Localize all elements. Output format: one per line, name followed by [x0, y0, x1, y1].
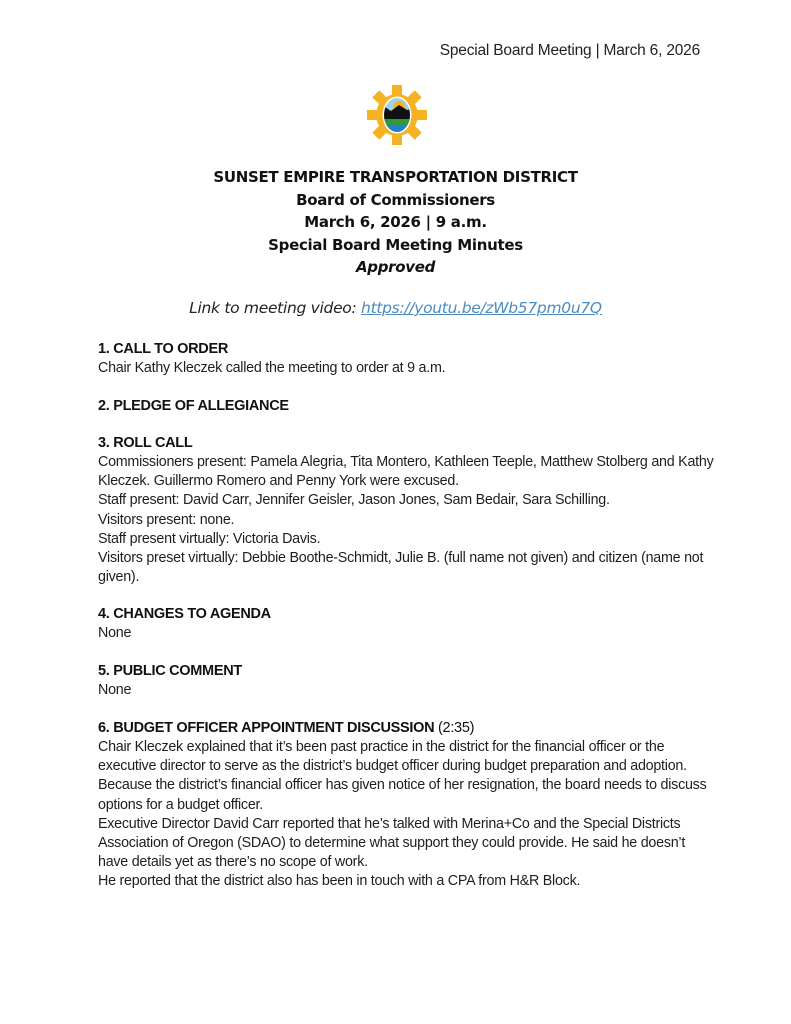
section-heading — [98, 718, 718, 738]
board-name: Board of Commissioners — [296, 190, 495, 209]
section-pledge-of-allegiance — [98, 396, 718, 416]
approval-status: Approved — [355, 258, 436, 276]
video-timestamp: (2:35) — [438, 720, 475, 736]
section-budget-officer-appointment — [98, 718, 718, 892]
section-heading: 2. PLEDGE OF ALLEGIANCE — [98, 398, 289, 414]
section-call-to-order — [98, 339, 718, 378]
meeting-video-link[interactable]: https://youtu.be/zWb57pm0u7Q — [361, 299, 602, 317]
document-type: Special Board Meeting Minutes — [268, 235, 523, 254]
section-paragraph: None — [98, 625, 132, 641]
section-paragraph: He reported that the district also has been in touch with a CPA from H&R Block. — [98, 873, 581, 890]
staff-present-virtually: Staff present virtually: Victoria Davis. — [98, 530, 321, 547]
visitors-present-virtually: Visitors preset virtually: Debbie Boothe-Schmidt, Julie B. (full name not given) and citizen (name not given). — [98, 550, 704, 586]
section-heading-text: 6. BUDGET OFFICER APPOINTMENT DISCUSSION — [98, 720, 435, 736]
section-roll-call — [98, 433, 718, 587]
staff-present: Staff present: David Carr, Jennifer Geisler, Jason Jones, Sam Bedair, Sara Schilling. — [98, 492, 610, 509]
section-paragraph: None — [98, 682, 132, 698]
meeting-video-line — [0, 299, 791, 317]
section-heading: 3. ROLL CALL — [98, 435, 193, 451]
meeting-datetime: March 6, 2026 | 9 a.m. — [304, 213, 487, 231]
section-paragraph: Chair Kleczek explained that it’s been past practice in the district for the financial officer or the executive director to serve as the district’s budget officer during budget preparation and adoption. Because the district’s financial officer has given notice of her resignation, the board needs to discuss options for a budget officer. — [98, 739, 707, 813]
title-block — [0, 166, 791, 279]
section-heading: 5. PUBLIC COMMENT — [98, 663, 242, 679]
running-header: Special Board Meeting | March 6, 2026 — [439, 42, 700, 59]
section-heading: 4. CHANGES TO AGENDA — [98, 606, 271, 622]
section-paragraph: Executive Director David Carr reported that he’s talked with Merina+Co and the Special Districts Association of Oregon (SDAO) to determine what support they could provide. He said he doesn’t have details yet as there’s no scope of work. — [98, 815, 686, 871]
district-logo-icon — [367, 85, 427, 145]
video-label: Link to meeting video: — [189, 299, 362, 317]
section-heading: 1. CALL TO ORDER — [98, 341, 229, 357]
org-name: SUNSET EMPIRE TRANSPORTATION DISTRICT — [213, 168, 578, 186]
section-public-comment — [98, 661, 718, 700]
section-changes-to-agenda — [98, 604, 718, 643]
commissioners-present: Commissioners present: Pamela Alegria, Tita Montero, Kathleen Teeple, Matthew Stolberg and Kathy Kleczek. Guillermo Romero and Penny York were excused. — [98, 454, 714, 490]
visitors-present: Visitors present: none. — [98, 511, 235, 528]
section-paragraph: Chair Kathy Kleczek called the meeting to order at 9 a.m. — [98, 360, 446, 376]
